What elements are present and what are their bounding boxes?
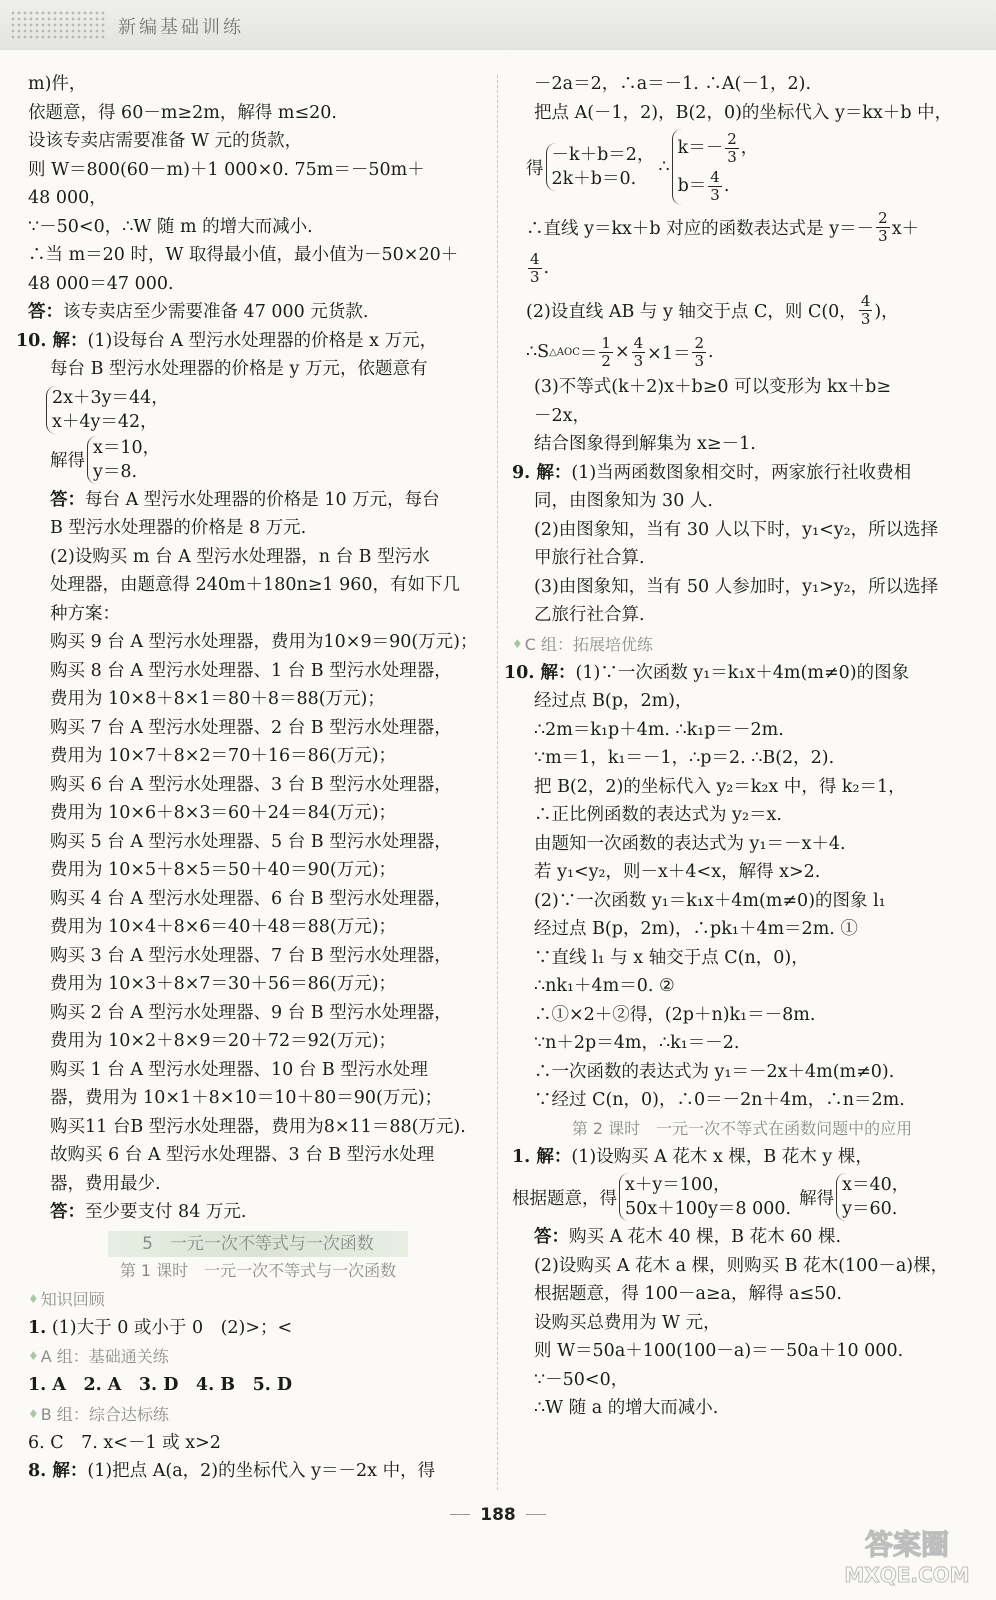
text-line: 费用为 10×5＋8×5＝50＋40＝90(万元)； bbox=[50, 860, 397, 880]
text-span: (1)设购买 A 花木 x 棵，B 花木 y 棵， bbox=[571, 1146, 873, 1167]
fraction bbox=[708, 169, 722, 204]
equation: －k＋b＝2， bbox=[551, 145, 655, 165]
equation: x＋y＝100， bbox=[625, 1175, 731, 1195]
text-line: 购买 9 台 A 型污水处理器，费用为10×9＝90(万元)； bbox=[50, 632, 478, 652]
system-brace bbox=[87, 436, 160, 484]
text-line: (3)不等式(k＋2)x＋b≥0 可以变形为 kx＋b≥ bbox=[534, 377, 892, 397]
text-line: 费用为 10×3＋8×7＝30＋56＝86(万元)； bbox=[50, 974, 397, 994]
page-number: 188 bbox=[0, 1505, 996, 1525]
text-line: ∴正比例函数的表达式为 y₂＝x. bbox=[534, 805, 782, 825]
fraction bbox=[632, 335, 646, 370]
text-line: (3)由图象知，当有 50 人参加时，y₁>y₂，所以选择 bbox=[534, 576, 939, 597]
text-line: 把 B(2，2)的坐标代入 y₂＝k₂x 中，得 k₂＝1， bbox=[534, 776, 906, 797]
section-label-c: ♦ C 组：拓展培优练 bbox=[512, 630, 972, 659]
question-number: 9. 解： bbox=[512, 462, 572, 483]
text-line: ∴一次函数的表达式为 y₁＝－2x＋4m(m≠0). bbox=[534, 1061, 895, 1082]
answer-line bbox=[28, 1198, 488, 1227]
text-line: 每台 B 型污水处理器的价格是 y 万元，依题意有 bbox=[50, 359, 428, 379]
text-span: (1)当两函数图象相交时，两家旅行社收费相 bbox=[571, 462, 912, 483]
equation bbox=[678, 129, 759, 167]
equation-row bbox=[512, 129, 972, 205]
text-line: 故购买 6 台 A 型污水处理器、3 台 B 型污水处理 bbox=[50, 1145, 435, 1165]
subscript: △AOC bbox=[549, 346, 580, 358]
text-line: ∵直线 l₁ 与 x 轴交于点 C(n，0)， bbox=[534, 947, 809, 968]
text-line: ∵经过 C(n，0)，∴0＝－2n＋4m，∴n＝2m. bbox=[534, 1090, 905, 1110]
equation bbox=[678, 167, 759, 205]
text-line: 费用为 10×7＋8×2＝70＋16＝86(万元)； bbox=[50, 746, 397, 766]
text-span: ∴S bbox=[526, 342, 550, 362]
section-banner: 5 一元一次不等式与一次函数 bbox=[108, 1231, 408, 1257]
text-line: 同，由图象知为 30 人. bbox=[534, 491, 713, 511]
denominator: 2 bbox=[601, 351, 611, 370]
text-span: (2)设直线 AB 与 y 轴交于点 C，则 C bbox=[526, 301, 822, 322]
text-span: b＝ bbox=[677, 176, 707, 196]
text-line bbox=[512, 289, 972, 331]
equation: x＝10， bbox=[93, 437, 161, 458]
text-line: m)件， bbox=[28, 74, 87, 94]
equation-row bbox=[512, 1173, 972, 1221]
text-line: 购买 6 台 A 型污水处理器、3 台 B 型污水处理器， bbox=[50, 774, 452, 795]
denominator: 3 bbox=[878, 226, 888, 245]
text-line: 设该专卖店需要准备 W 元的货款， bbox=[28, 131, 303, 151]
numerator: 2 bbox=[694, 333, 705, 352]
text-line: 甲旅行社合算. bbox=[534, 548, 645, 568]
text-line: ∴W 随 a 的增大而减小. bbox=[534, 1398, 719, 1418]
text-span: (1)设每台 A 型污水处理器的价格是 x 万元， bbox=[87, 330, 438, 351]
text-line: 若 y₁<y₂，则－x＋4<x，解得 x>2. bbox=[534, 862, 821, 882]
header-dot-pattern bbox=[10, 10, 105, 40]
text-span: (1)把点 A(a，2)的坐标代入 y＝－2x 中，得 bbox=[87, 1461, 436, 1481]
text-line: 则 W＝50a＋100(100－a)＝－50a＋10 000. bbox=[534, 1341, 904, 1361]
text-span: . bbox=[723, 176, 730, 196]
text-line: ∴nk₁＋4m＝0. ② bbox=[534, 976, 675, 996]
left-column bbox=[16, 70, 488, 1486]
text-line: 购买11 台B 型污水处理器，费用为8×11＝88(万元). bbox=[50, 1116, 466, 1137]
text-line: 乙旅行社合算. bbox=[534, 605, 645, 625]
text-line: 购买 3 台 A 型污水处理器、7 台 B 型污水处理器， bbox=[50, 945, 452, 966]
fraction bbox=[599, 335, 613, 370]
text-span: 得 bbox=[526, 158, 544, 179]
section-label-review: ♦ 知识回顾 bbox=[28, 1285, 488, 1314]
text-line: 费用为 10×6＋8×3＝60＋24＝84(万元)； bbox=[50, 803, 397, 823]
section-label-b: ♦ B 组：综合达标练 bbox=[28, 1400, 488, 1429]
text-line: ∵－50<0，∴W 随 m 的增大而减小. bbox=[28, 216, 313, 237]
lesson-title: 第 2 课时 一元一次不等式在函数问题中的应用 bbox=[571, 1118, 913, 1138]
solution-row bbox=[28, 436, 488, 484]
text-line: 处理器，由题意得 240m＋180n≥1 960，有如下几 bbox=[50, 575, 460, 595]
text-line: 购买 4 台 A 型污水处理器、6 台 B 型污水处理器， bbox=[50, 888, 452, 909]
question-1-line bbox=[512, 1143, 972, 1172]
text-line: (2)设购买 A 花木 a 棵，则购买 B 花木(100－a)棵， bbox=[534, 1255, 949, 1276]
text-span: )， bbox=[874, 301, 899, 322]
text-span: x＋ bbox=[891, 218, 920, 239]
text-line: 器，费用最少. bbox=[50, 1173, 161, 1194]
answer-label: 答： bbox=[50, 1202, 85, 1222]
watermark-logo bbox=[832, 1520, 982, 1590]
system-brace bbox=[836, 1173, 909, 1221]
equation: 2x＋3y＝44， bbox=[52, 387, 169, 408]
answer-line bbox=[512, 1223, 972, 1252]
equation: 50x＋100y＝8 000. bbox=[625, 1199, 792, 1219]
text-line: 购买 5 台 A 型污水处理器、5 台 B 型污水处理器， bbox=[50, 831, 452, 852]
text-span: × bbox=[614, 342, 630, 362]
right-column bbox=[504, 70, 972, 1423]
text-line: 依题意，得 60－m≥2m，解得 m≤20. bbox=[28, 102, 337, 123]
question-8-line bbox=[28, 1457, 488, 1486]
answer-label: 答： bbox=[534, 1227, 569, 1247]
question-10-line bbox=[504, 659, 972, 688]
text-line: 购买 2 台 A 型污水处理器、9 台 B 型污水处理器， bbox=[50, 1002, 452, 1023]
system-brace bbox=[619, 1173, 791, 1221]
numerator: 4 bbox=[710, 167, 720, 186]
text-line: ∴2m＝k₁p＋4m. ∴k₁p＝－2m. bbox=[534, 719, 784, 740]
denominator: 3 bbox=[710, 185, 720, 204]
question-9-line bbox=[512, 459, 972, 488]
question-number: 8. 解： bbox=[28, 1461, 88, 1481]
text-span: . bbox=[543, 258, 550, 278]
system-brace bbox=[672, 129, 759, 205]
numerator: 4 bbox=[633, 333, 644, 352]
text-line: －2x， bbox=[534, 405, 591, 426]
equation: y＝8. bbox=[93, 461, 138, 482]
text-line: ∴①×2＋②得，(2p＋n)k₁＝－8m. bbox=[534, 1004, 816, 1025]
question-number: 10. 解： bbox=[16, 330, 88, 351]
question-number: 10. 解： bbox=[504, 662, 576, 683]
section-label-a: ♦ A 组：基础通关练 bbox=[28, 1342, 488, 1371]
text-line bbox=[512, 207, 972, 247]
text-line: 购买 7 台 A 型污水处理器、2 台 B 型污水处理器， bbox=[50, 717, 452, 738]
text-line: (2)由图象知，当有 30 人以下时，y₁<y₂，所以选择 bbox=[534, 519, 939, 540]
text-span: (0， bbox=[821, 301, 857, 322]
text-span: . bbox=[708, 342, 714, 362]
text-line: 则 W＝800(60－m)＋1 000×0. 75m＝－50m＋ bbox=[28, 159, 425, 180]
text-line: ∵n＋2p＝4m，∴k₁＝－2. bbox=[534, 1033, 740, 1053]
text-line: ∵m＝1，k₁＝－1，∴p＝2. ∴B(2，2). bbox=[534, 748, 835, 768]
text-line bbox=[28, 1314, 488, 1343]
lesson-title: 第 1 课时 一元一次不等式与一次函数 bbox=[119, 1260, 397, 1280]
equation: 2k＋b＝0. bbox=[551, 169, 637, 189]
text-line: 经过点 B(p，2m)， bbox=[534, 691, 693, 711]
numerator: 2 bbox=[727, 129, 737, 148]
answer-text: 每台 A 型污水处理器的价格是 10 万元，每台 bbox=[85, 489, 440, 510]
text-line: 种方案： bbox=[50, 603, 120, 624]
text-span: ＝ bbox=[579, 343, 598, 364]
text-line: 把点 A(－1，2)，B(2，0)的坐标代入 y＝kx＋b 中， bbox=[534, 102, 953, 123]
text-line: ∴当 m＝20 时，W 取得最小值，最小值为－50×20＋ bbox=[28, 245, 459, 265]
denominator: 3 bbox=[860, 309, 871, 328]
text-span: (1)大于 0 或小于 0 (2)>；< bbox=[46, 1317, 293, 1338]
numerator: 1 bbox=[601, 333, 611, 352]
denominator: 3 bbox=[727, 147, 737, 166]
watermark-url: MXQE.COM bbox=[844, 1563, 970, 1587]
question-number: 1. 解： bbox=[512, 1146, 572, 1167]
text-span: (1)∵一次函数 y₁＝k₁x＋4m(m≠0)的图象 bbox=[575, 662, 910, 683]
fraction bbox=[725, 131, 739, 166]
text-span: ×1＝ bbox=[647, 343, 691, 364]
watermark-text: 答案圈 bbox=[864, 1528, 950, 1561]
text-span: 根据题意，得 bbox=[512, 1188, 617, 1209]
text-span: ， bbox=[740, 138, 759, 158]
denominator: 3 bbox=[633, 351, 644, 370]
text-line: 48 000， bbox=[28, 188, 107, 208]
equation: y＝60. bbox=[842, 1199, 898, 1219]
text-line: 费用为 10×2＋8×9＝20＋72＝92(万元)； bbox=[50, 1031, 397, 1051]
numerator: 4 bbox=[860, 291, 871, 310]
answer-list: 6. C 7. x<－1 或 x>2 bbox=[28, 1432, 221, 1453]
text-line: 费用为 10×8＋8×1＝80＋8＝88(万元)； bbox=[50, 689, 385, 709]
answer-line bbox=[28, 298, 488, 327]
text-line bbox=[512, 247, 972, 289]
answer-label: 答： bbox=[28, 302, 63, 322]
answer-text: 至少要支付 84 万元. bbox=[85, 1202, 247, 1222]
text-line: 根据题意，得 100－a≥a，解得 a≤50. bbox=[534, 1284, 842, 1304]
fraction bbox=[859, 293, 873, 328]
text-line: 经过点 B(p，2m)，∴pk₁＋4m＝2m. ① bbox=[534, 919, 858, 939]
text-line: 结合图象得到解集为 x≥－1. bbox=[534, 434, 756, 454]
text-line: 购买 8 台 A 型污水处理器、1 台 B 型污水处理器， bbox=[50, 660, 452, 681]
text-line: 由题知一次函数的表达式为 y₁＝－x＋4. bbox=[534, 833, 846, 854]
text-line: (2)设购买 m 台 A 型污水处理器，n 台 B 型污水 bbox=[50, 546, 430, 567]
book-title: 新编基础训练 bbox=[118, 17, 244, 38]
column-divider bbox=[497, 75, 498, 1490]
answer-list: 1. A 2. A 3. D 4. B 5. D bbox=[28, 1375, 293, 1395]
text-line: 设购买总费用为 W 元， bbox=[534, 1312, 721, 1333]
numerator: 2 bbox=[878, 208, 888, 227]
answer-text: 该专卖店至少需要准备 47 000 元货款. bbox=[63, 302, 369, 322]
text-line: －2a＝2，∴a＝－1. ∴A(－1，2). bbox=[534, 74, 812, 94]
text-span: 解得 bbox=[799, 1188, 835, 1209]
question-10-line bbox=[16, 327, 488, 356]
equation-system bbox=[28, 386, 488, 434]
page-header bbox=[0, 0, 996, 50]
text-line: B 型污水处理器的价格是 8 万元. bbox=[50, 518, 307, 538]
fraction bbox=[692, 335, 706, 370]
text-line: ∵－50<0， bbox=[534, 1369, 629, 1390]
question-number: 1. bbox=[28, 1317, 47, 1338]
system-brace bbox=[46, 386, 169, 434]
answer-label: 答： bbox=[50, 489, 85, 510]
text-line: 购买 1 台 A 型污水处理器、10 台 B 型污水处理 bbox=[50, 1059, 428, 1080]
answer-line bbox=[28, 486, 488, 515]
text-line bbox=[512, 331, 972, 373]
denominator: 3 bbox=[530, 267, 540, 286]
denominator: 3 bbox=[694, 351, 705, 370]
text-span: k＝－ bbox=[677, 138, 724, 158]
fraction bbox=[876, 210, 890, 245]
fraction bbox=[528, 251, 542, 286]
numerator: 4 bbox=[530, 249, 540, 268]
text-line: 费用为 10×4＋8×6＝40＋48＝88(万元)； bbox=[50, 917, 397, 937]
equation: x＋4y＝42， bbox=[52, 411, 158, 432]
text-line: 48 000＝47 000. bbox=[28, 273, 174, 294]
text-span: ∴ bbox=[658, 157, 670, 177]
equation: x＝40， bbox=[842, 1175, 910, 1195]
text-line: (2)∵一次函数 y₁＝k₁x＋4m(m≠0)的图象 l₁ bbox=[534, 890, 886, 911]
text-span: 解得 bbox=[50, 451, 85, 471]
system-brace bbox=[546, 143, 655, 191]
answer-text: 购买 A 花木 40 棵，B 花木 60 棵. bbox=[569, 1227, 842, 1247]
text-line: 器，费用为 10×1＋8×10＝10＋80＝90(万元)； bbox=[50, 1088, 443, 1108]
text-span: ∴直线 y＝kx＋b 对应的函数表达式是 y＝－ bbox=[526, 218, 875, 239]
